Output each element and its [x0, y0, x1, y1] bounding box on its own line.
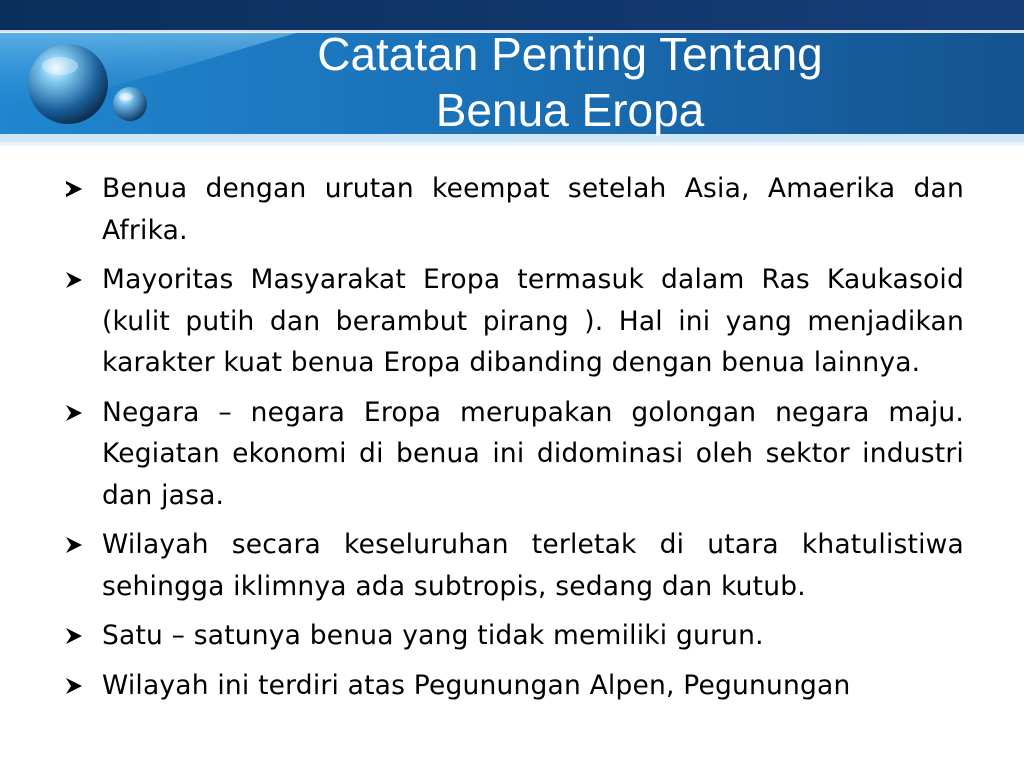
bullet-item: [62, 615, 964, 657]
slide-title: [230, 26, 910, 138]
arrow-bullet-icon: [62, 168, 88, 209]
arrow-bullet-icon: [62, 615, 88, 656]
arrow-bullet-icon: [62, 524, 88, 565]
globe-spheres-icon: [20, 36, 160, 136]
bullet-list: [62, 168, 964, 714]
bullet-text: Satu – satunya benua yang tidak memiliki gurun.: [102, 620, 764, 651]
bullet-item: [62, 259, 964, 384]
slide-title-line-2: Benua Eropa: [435, 84, 705, 136]
bullet-text: Negara – negara Eropa merupakan golongan negara maju. Kegiatan ekonomi di benua ini didominasi oleh sektor industri dan jasa.: [102, 396, 964, 511]
bullet-item: [62, 392, 964, 517]
bullet-text: Mayoritas Masyarakat Eropa termasuk dalam Ras Kaukasoid (kulit putih dan berambut pirang ). Hal ini yang menjadikan karakter kuat benua Eropa dibanding dengan benua lainnya.: [102, 264, 964, 378]
bullet-text: Benua dengan urutan keempat setelah Asia, Amaerika dan Afrika.: [102, 173, 964, 246]
arrow-bullet-icon: [62, 259, 88, 300]
header-band: [0, 0, 1024, 152]
arrow-bullet-icon: [62, 665, 88, 706]
bullet-item: [62, 168, 964, 251]
slide-title-line-1: Catatan Penting Tentang: [317, 28, 823, 80]
bullet-text: Wilayah secara keseluruhan terletak di utara khatulistiwa sehingga iklimnya ada subtropis, sedang dan kutub.: [102, 529, 964, 602]
bullet-text: Wilayah ini terdiri atas Pegunungan Alpen, Pegunungan: [102, 669, 851, 701]
arrow-bullet-icon: [62, 392, 88, 433]
bullet-item: [62, 524, 964, 607]
bullet-item: [62, 665, 964, 707]
